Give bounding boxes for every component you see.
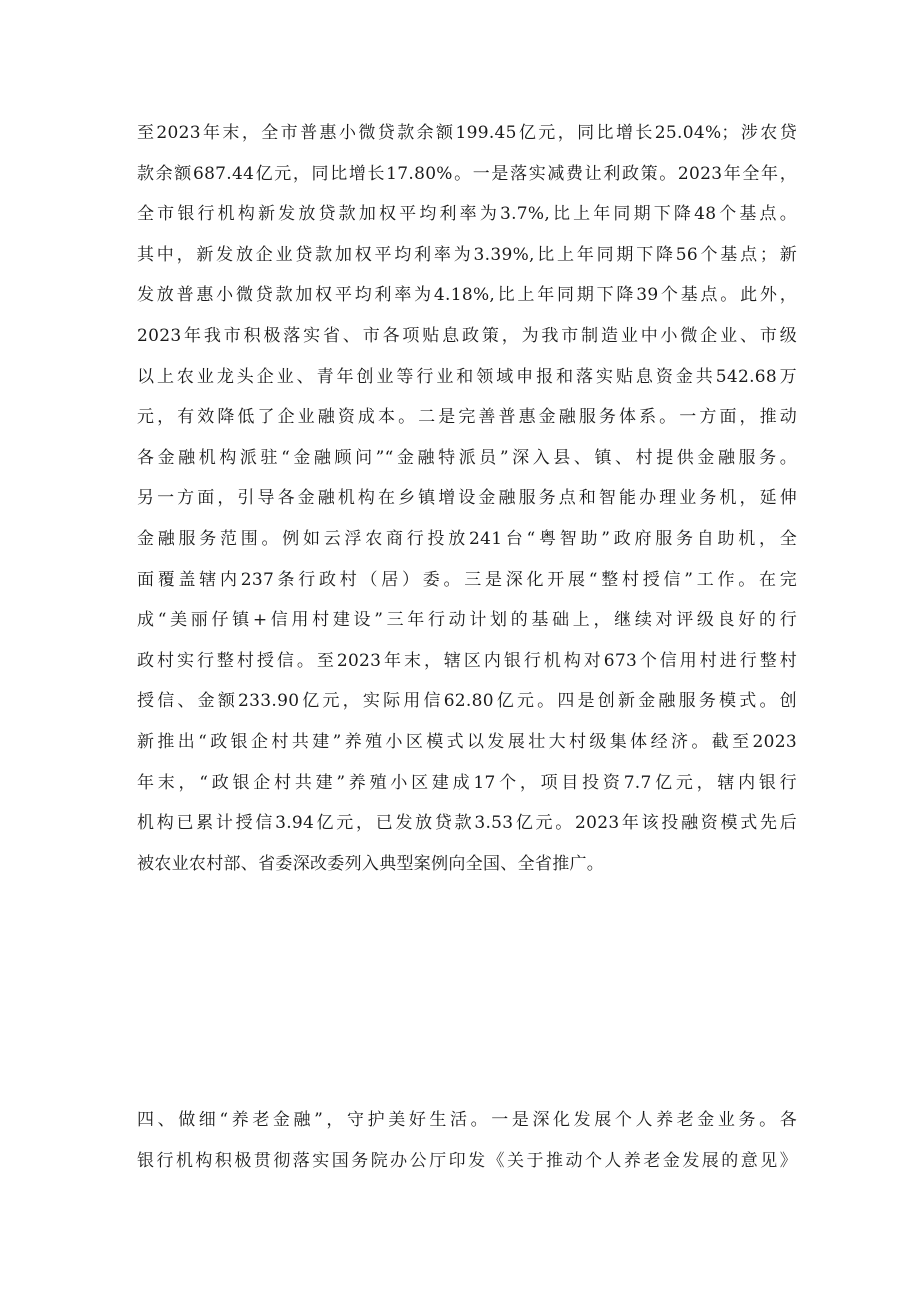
text-line: 款余额687.44亿元，同比增长17.80%。一是落实减费让利政策。2023年全年， — [137, 163, 797, 184]
text-line: 全市银行机构新发放贷款加权平均利率为3.7%,比上年同期下降48个基点。 — [137, 204, 797, 225]
text-line: 被农业农村部、省委深改委列入典型案例向全国、全省推广。 — [137, 853, 605, 874]
paragraph-financial-services — [137, 113, 797, 884]
text-line: 至2023年末，全市普惠小微贷款余额199.45亿元，同比增长25.04%；涉农贷 — [137, 123, 797, 143]
text-line: 2023年我市积极落实省、市各项贴息政策，为我市制造业中小微企业、市级 — [137, 325, 797, 346]
text-line: 金融服务范围。例如云浮农商行投放241台“粤智助”政府服务自助机，全 — [137, 528, 797, 549]
text-line: 政村实行整村授信。至2023年末，辖区内银行机构对673个信用村进行整村 — [137, 650, 797, 671]
text-line: 四、做细“养老金融”，守护美好生活。一是深化发展个人养老金业务。各 — [137, 1110, 797, 1130]
text-line: 授信、金额233.90亿元，实际用信62.80亿元。四是创新金融服务模式。创 — [137, 691, 797, 712]
text-line: 以上农业龙头企业、青年创业等行业和领域申报和落实贴息资金共542.68万 — [137, 366, 797, 387]
text-line: 银行机构积极贯彻落实国务院办公厅印发《关于推动个人养老金发展的意见》 — [137, 1150, 797, 1171]
text-line: 各金融机构派驻“金融顾问”“金融特派员”深入县、镇、村提供金融服务。 — [137, 447, 797, 468]
text-line: 新推出“政银企村共建”养殖小区模式以发展壮大村级集体经济。截至2023 — [137, 731, 797, 752]
text-line: 其中，新发放企业贷款加权平均利率为3.39%,比上年同期下降56个基点；新 — [137, 244, 797, 265]
text-line: 另一方面，引导各金融机构在乡镇增设金融服务点和智能办理业务机，延伸 — [137, 488, 797, 509]
text-line: 元，有效降低了企业融资成本。二是完善普惠金融服务体系。一方面，推动 — [137, 407, 797, 428]
text-line: 年末，“政银企村共建”养殖小区建成17个，项目投资7.7亿元，辖内银行 — [137, 772, 797, 793]
paragraph-pension-finance — [137, 1100, 797, 1181]
text-line: 成“美丽仔镇+信用村建设”三年行动计划的基础上，继续对评级良好的行 — [137, 610, 797, 631]
text-line: 发放普惠小微贷款加权平均利率为4.18%,比上年同期下降39个基点。此外， — [137, 285, 797, 306]
text-line: 机构已累计授信3.94亿元，已发放贷款3.53亿元。2023年该投融资模式先后 — [137, 813, 797, 834]
text-line: 面覆盖辖内237条行政村（居）委。三是深化开展“整村授信”工作。在完 — [137, 569, 797, 590]
